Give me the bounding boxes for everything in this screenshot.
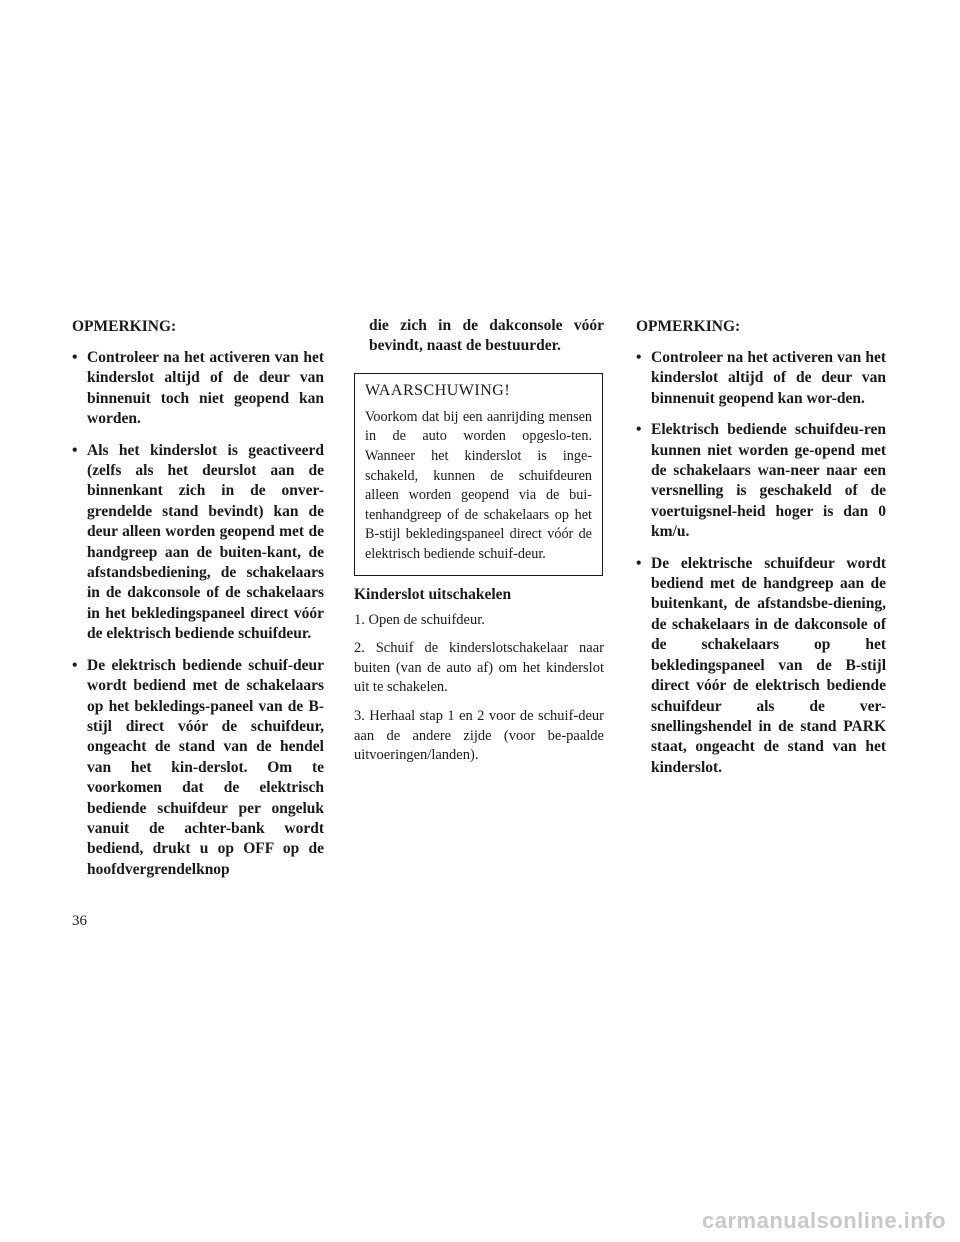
bullet-text: Controleer na het activeren van het kinderslot altijd of de deur van binnenuit toch niet geopend kan worden.	[87, 349, 324, 428]
step-1: 1. Open de schuifdeur.	[354, 611, 485, 628]
bullet-text: De elektrische schuifdeur wordt bediend met de handgreep aan de buitenkant, de afstandsbe-diening, de schakelaars in de dakconsole of de schakelaars op het bekledingspaneel van de B-stijl direct vóór de elektrisch bediende schuifdeur als de ver-snellingshendel in de stand PARK staat, ongeacht de stand van het kinderslot.	[651, 554, 886, 776]
bullet-dot: •	[636, 421, 642, 439]
step-3: 3. Herhaal stap 1 en 2 voor de schuif-deur aan de andere zijde (voor be-paalde uitvoeringen/landen).	[354, 707, 604, 764]
column-left	[72, 316, 324, 891]
bullet-text: Als het kinderslot is geactiveerd (zelfs als het deurslot aan de binnenkant zich in de onver-grendelde stand bevindt) kan de deur alleen worden geopend met de handgreep aan de buiten-kant, de afstandsbediening, de schakelaars in de dakconsole of de schakelaars in het bekledingspaneel direct vóór de elektrisch bediende schuifdeur.	[87, 441, 324, 643]
bullet-dot: •	[72, 349, 78, 366]
bullet-item	[636, 348, 886, 409]
bullet-dot: •	[636, 554, 642, 572]
note-bullet-list	[72, 348, 324, 880]
bullet-item	[72, 441, 324, 645]
watermark: carmanualsonline.info	[702, 1208, 946, 1233]
bullet-dot: •	[636, 349, 642, 366]
warning-box	[354, 373, 603, 576]
bullet-text: De elektrisch bediende schuif-deur wordt bediend met de schakelaars op het bekledings-paneel van de B-stijl direct vóór de schuifdeur, ongeacht de stand van de hendel van het kin-derslot. Om te voorkomen dat de elektrisch bediende schuifdeur per ongeluk vanuit de achter-bank wordt bediend, drukt u op OFF op de hoofdvergrendelknop	[87, 656, 324, 878]
bullet-item	[72, 656, 324, 880]
step-2: 2. Schuif de kinderslotschakelaar naar buiten (van de auto af) om het kinderslot uit te schakelen.	[354, 640, 604, 696]
note-bullet-list	[636, 348, 886, 778]
note-heading: OPMERKING:	[636, 318, 741, 335]
bullet-text: Controleer na het activeren van het kinderslot altijd of de deur van binnenuit geopend kan wor-den.	[651, 349, 886, 407]
column-right	[636, 316, 886, 789]
bullet-dot: •	[72, 656, 78, 674]
bullet-item	[72, 348, 324, 430]
bullet-continuation: die zich in de dakconsole vóór bevindt, naast de bestuurder.	[369, 317, 604, 355]
section-heading: Kinderslot uitschakelen	[354, 585, 512, 603]
warning-title: WAARSCHUWING!	[365, 381, 511, 399]
bullet-text: Elektrisch bediende schuifdeu-ren kunnen niet worden ge-opend met de schakelaars wan-neer naar een versnelling is geschakeld of de voertuigsnel-heid hoger is dan 0 km/u.	[651, 421, 886, 541]
bullet-dot: •	[72, 441, 78, 459]
bullet-item	[636, 554, 886, 778]
page-number: 36	[72, 913, 87, 929]
bullet-item	[636, 420, 886, 542]
note-heading: OPMERKING:	[72, 318, 177, 335]
column-middle	[354, 316, 604, 775]
warning-text: Voorkom dat bij een aanrijding mensen in de auto worden opgeslo-ten. Wanneer het kinderslot is inge-schakeld, kunnen de schuifdeuren alleen worden geopend via de bui-tenhandgreep of de schakelaars op het B-stijl bekledingspaneel direct vóór de elektrisch bediende schuif-deur.	[365, 408, 592, 562]
